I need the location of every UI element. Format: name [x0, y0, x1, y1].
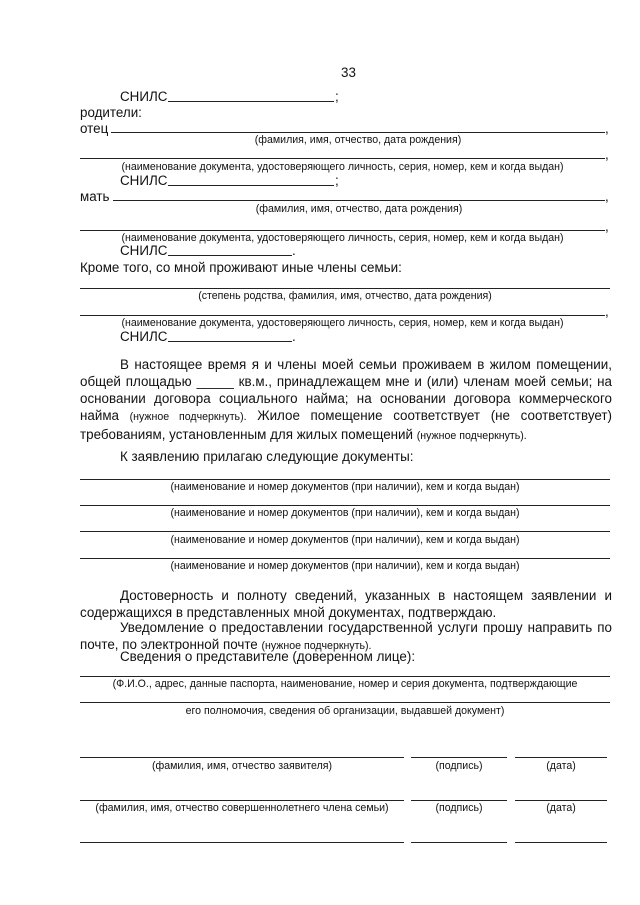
mother-fio-caption: (фамилия, имя, отчество, дата рождения): [255, 203, 463, 215]
rep-caption-1: (Ф.И.О., адрес, данные паспорта, наименование, номер и серия документа, подтверждающие: [112, 678, 578, 690]
member-signature-caption: (подпись): [435, 802, 483, 814]
extra-signature-line[interactable]: [411, 842, 507, 843]
attach-intro: К заявлению прилагаю следующие документы:: [120, 449, 414, 464]
family-member-line[interactable]: [80, 288, 610, 289]
rep-line-2[interactable]: [80, 702, 610, 703]
mother-fio-line[interactable]: [113, 200, 605, 201]
family-doc-line[interactable]: [80, 315, 605, 316]
applicant-name-line[interactable]: [80, 757, 404, 758]
family-doc-punct: ,: [605, 304, 609, 319]
father-doc-caption: (наименование документа, удостоверяющего личность, серия, номер, кем и когда выдан): [121, 161, 564, 173]
mother-doc-caption: (наименование документа, удостоверяющего личность, серия, номер, кем и когда выдан): [121, 232, 564, 244]
living-paragraph: [80, 356, 612, 445]
mother-snils-punct: .: [292, 243, 296, 258]
living-text-2: кв.м., принадлежащем мне и (или) членам моей семьи; на основании договора социального найма; на основании договора коммерческого найма: [80, 374, 612, 423]
father-snils-punct: ;: [335, 173, 339, 188]
mother-doc-punct: ,: [605, 219, 609, 234]
member-date-caption: (дата): [546, 802, 576, 814]
father-doc-punct: ,: [605, 147, 609, 162]
member-date-line[interactable]: [515, 800, 607, 801]
notify-note: (нужное подчеркнуть).: [261, 640, 372, 652]
applicant-date-line[interactable]: [515, 757, 607, 758]
living-text-1: В настоящее время я и члены моей семьи проживаем в жилом помещении, общей площадью: [80, 357, 612, 389]
father-snils-label: СНИЛС: [120, 173, 168, 188]
confirm-paragraph: Достоверность и полноту сведений, указанных в настоящем заявлении и содержащихся в представленных мной документах, подтверждаю.: [80, 588, 612, 620]
family-snils-label: СНИЛС: [120, 329, 168, 344]
applicant-signature-line[interactable]: [411, 757, 507, 758]
rep-caption-2: его полномочия, сведения об организации, выдавшей документ): [185, 705, 505, 717]
doc-line-2[interactable]: [80, 505, 610, 506]
family-snils-line[interactable]: [168, 341, 292, 342]
snils-field-line[interactable]: [168, 101, 334, 102]
father-fio-caption: (фамилия, имя, отчество, дата рождения): [254, 134, 462, 146]
page-number: 33: [341, 65, 356, 80]
mother-label: мать: [80, 189, 110, 204]
living-text-3: Жилое помещение соответствует (не соответствует) требованиям, установленным для жилых помещений: [80, 408, 612, 442]
doc-caption-3: (наименование и номер документов (при наличии), кем и когда выдан): [170, 534, 520, 546]
snils-punct: ;: [335, 89, 339, 104]
living-note-2: (нужное подчеркнуть).: [416, 430, 527, 442]
snils-label: СНИЛС: [120, 89, 168, 104]
family-intro: Кроме того, со мной проживают иные члены семьи:: [80, 260, 402, 275]
father-label: отец: [80, 121, 109, 136]
father-fio-punct: ,: [605, 121, 609, 136]
family-doc-caption: (наименование документа, удостоверяющего личность, серия, номер, кем и когда выдан): [121, 317, 564, 329]
doc-line-4[interactable]: [80, 558, 610, 559]
parents-label: родители:: [80, 105, 142, 120]
applicant-name-caption: (фамилия, имя, отчество заявителя): [151, 760, 333, 772]
extra-date-line[interactable]: [515, 842, 607, 843]
doc-line-1[interactable]: [80, 479, 610, 480]
father-snils-line[interactable]: [168, 185, 334, 186]
family-member-caption: (степень родства, фамилия, имя, отчество, дата рождения): [198, 290, 492, 302]
doc-caption-4: (наименование и номер документов (при наличии), кем и когда выдан): [170, 560, 520, 572]
doc-caption-1: (наименование и номер документов (при наличии), кем и когда выдан): [170, 481, 520, 493]
doc-caption-2: (наименование и номер документов (при наличии), кем и когда выдан): [170, 507, 520, 519]
living-note-1: (нужное подчеркнуть).: [129, 411, 247, 423]
mother-snils-line[interactable]: [168, 255, 292, 256]
mother-fio-punct: ,: [605, 189, 609, 204]
applicant-signature-caption: (подпись): [435, 760, 483, 772]
doc-line-3[interactable]: [80, 531, 610, 532]
area-blank[interactable]: _____: [196, 374, 234, 389]
father-fio-line[interactable]: [111, 132, 605, 133]
family-snils-punct: .: [292, 329, 296, 344]
member-name-caption: (фамилия, имя, отчество совершеннолетнего члена семьи): [95, 802, 389, 814]
father-doc-line[interactable]: [80, 158, 605, 159]
rep-line-1[interactable]: [80, 676, 610, 677]
mother-snils-label: СНИЛС: [120, 243, 168, 258]
extra-name-line[interactable]: [80, 842, 404, 843]
member-signature-line[interactable]: [411, 800, 507, 801]
notify-text: Уведомление о предоставлении государственной услуги прошу направить по почте, по электронной почте: [80, 620, 612, 652]
member-name-line[interactable]: [80, 800, 404, 801]
rep-intro: Сведения о представителе (доверенном лице):: [120, 649, 416, 664]
applicant-date-caption: (дата): [546, 760, 576, 772]
mother-doc-line[interactable]: [80, 230, 605, 231]
